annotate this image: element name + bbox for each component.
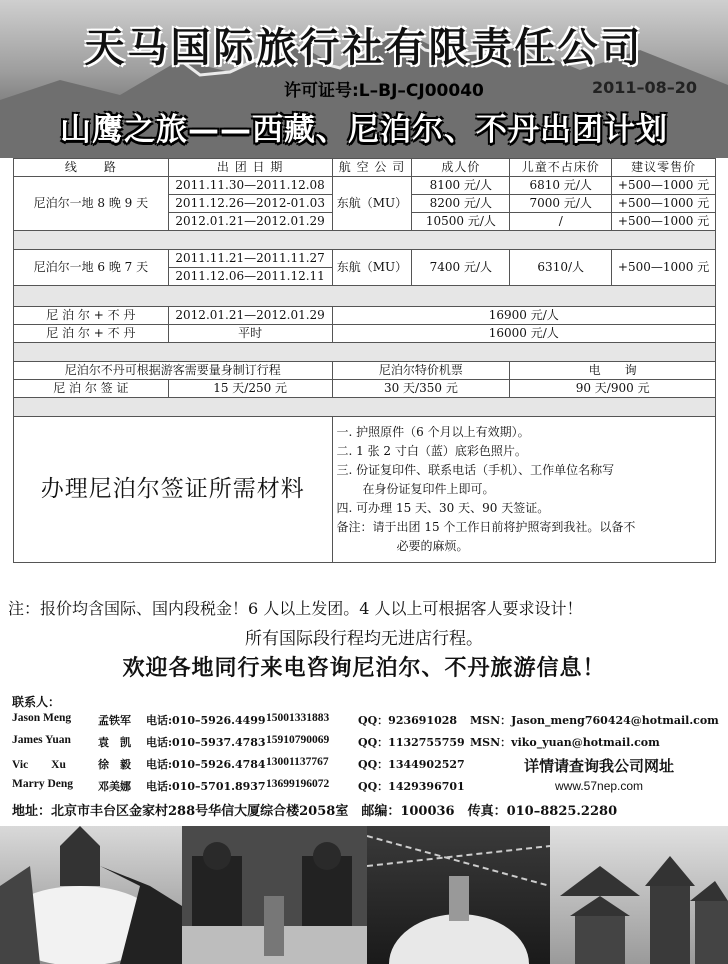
header-child: 儿童不占床价 [510,159,612,177]
company-address: 地址：北京市丰台区金家村288号华信大厦综合楼2058室 邮编：100036 传真：010–8825.2280 [12,804,618,819]
airline: 东航（MU） [332,177,412,231]
visa-materials-title: 办理尼泊尔签证所需材料 [14,417,333,563]
publish-date: 2011–08–20 [592,78,698,97]
adult-price: 7400 元/人 [412,250,510,286]
photo-strip [0,826,728,964]
header-airline: 航 空 公 司 [332,159,412,177]
contact-msn[interactable]: MSN：Jason_meng760424@hotmail.com [470,714,719,727]
contact-en: Marry Deng [12,778,73,790]
visa-30: 30 天/350 元 [332,380,510,398]
list-item: 必要的麻烦。 [396,539,469,553]
special-tickets: 尼泊尔特价机票 [332,362,510,380]
package-price: 16000 元/人 [332,325,715,343]
route-name: 尼泊尔一地 8 晚 9 天 [14,177,169,231]
child-price: / [510,213,612,231]
website-link[interactable]: www.57nep.com [555,779,644,793]
contact-tel: 电话:010–5926.4499 [146,714,266,727]
retail-price: +500—1000 元 [612,195,716,213]
list-item: 二. 1 张 2 寸白（蓝）底彩色照片。 [336,444,527,458]
temple-statues-photo [182,826,367,964]
list-item: 备注：请于出团 15 个工作日前将护照寄到我社。以备不 [336,520,636,534]
contact-cn: 徐 毅 [98,758,131,771]
contact-mobile: 15910790069 [266,734,330,746]
depart-date: 平时 [168,325,332,343]
contacts-section [12,693,60,712]
airline: 东航（MU） [332,250,412,286]
table-row [14,380,716,398]
child-price: 7000 元/人 [510,195,612,213]
website-label: 详情请查询我公司网址 [524,757,675,775]
list-item: 三. 份证复印件、联系电话（手机）、工作单位名称写 [336,463,615,477]
package-price: 16900 元/人 [332,307,715,325]
adult-price: 8100 元/人 [412,177,510,195]
list-item: 在身份证复印件上即可。 [362,482,495,496]
phone-inquiry: 电 询 [510,362,716,380]
contact-qq: QQ：1132755759 [358,736,465,749]
depart-date: 2011.12.26—2012-01.03 [168,195,332,213]
route-name: 尼泊尔一地 6 晚 7 天 [14,250,169,286]
route-name: 尼 泊 尔 + 不 丹 [14,307,169,325]
contact-msn[interactable]: MSN：viko_yuan@hotmail.com [470,736,660,749]
shopping-note: 所有国际段行程均无进店行程。 [245,629,483,649]
license-number: 许可证号:L–BJ–CJ00040 [284,81,484,101]
table-spacer [14,343,716,362]
contact-cn: 邓美娜 [98,780,131,793]
contact-qq: QQ：1344902527 [358,758,465,771]
visa-materials-row [14,417,716,563]
contacts-label: 联系人： [12,695,61,709]
table-spacer [14,286,716,307]
price-table [13,158,716,563]
tour-title: 山鹰之旅——西藏、尼泊尔、不丹出团计划 [60,112,668,148]
child-price: 6810 元/人 [510,177,612,195]
contact-en: Vic Xu [12,759,66,771]
welcome-banner: 欢迎各地同行来电咨询尼泊尔、不丹旅游信息！ [122,655,606,681]
contact-en: Jason Meng [12,712,72,724]
header-retail: 建议零售价 [612,159,716,177]
list-item: 四. 可办理 15 天、30 天、90 天签证。 [336,501,550,515]
child-price: 6310/人 [510,250,612,286]
depart-date: 2012.01.21—2012.01.29 [168,307,332,325]
table-row [14,307,716,325]
header-date: 出 团 日 期 [168,159,332,177]
depart-date: 2012.01.21—2012.01.29 [168,213,332,231]
company-name: 天马国际旅行社有限责任公司 [84,25,644,71]
header-banner [0,0,728,158]
visa-15: 15 天/250 元 [168,380,332,398]
adult-price: 8200 元/人 [412,195,510,213]
table-row [14,177,716,195]
contact-mobile: 13699196072 [266,778,330,790]
contact-tel: 电话:010–5937.4783 [146,736,266,749]
adult-price: 10500 元/人 [412,213,510,231]
custom-itinerary: 尼泊尔不丹可根据游客需要量身制订行程 [14,362,333,380]
header-route: 线 路 [14,159,169,177]
visa-label: 尼 泊 尔 签 证 [14,380,169,398]
table-spacer [14,398,716,417]
prayer-flags-photo [367,826,550,964]
list-item: 一. 护照原件（6 个月以上有效期）。 [336,425,530,439]
retail-price: +500—1000 元 [612,213,716,231]
contact-en: James Yuan [12,734,71,746]
table-header-row [14,159,716,177]
route-name: 尼 泊 尔 + 不 丹 [14,325,169,343]
contact-mobile: 15001331883 [266,712,330,724]
stupa-photo [0,826,182,964]
contact-cn: 袁 凯 [98,736,131,749]
contact-qq: QQ：923691028 [358,714,458,727]
pagoda-photo [550,826,728,964]
table-row [14,362,716,380]
retail-price: +500—1000 元 [612,177,716,195]
table-row [14,325,716,343]
depart-date: 2011.11.21—2011.11.27 [168,250,332,268]
contact-qq: QQ：1429396701 [358,780,465,793]
contact-tel: 电话:010–5926.4784 [146,758,266,771]
contact-tel: 电话:010–5701.8937 [146,780,266,793]
header-adult: 成人价 [412,159,510,177]
retail-price: +500—1000 元 [612,250,716,286]
visa-materials-list [332,417,715,563]
contact-mobile: 13001137767 [266,756,329,768]
depart-date: 2011.11.30—2011.12.08 [168,177,332,195]
price-note: 注：报价均含国际、国内段税金！6 人以上发团。4 人以上可根据客人要求设计！ [8,599,583,618]
contact-cn: 孟铁军 [98,714,131,727]
table-row [14,250,716,268]
depart-date: 2011.12.06—2011.12.11 [168,268,332,286]
table-spacer [14,231,716,250]
visa-90: 90 天/900 元 [510,380,716,398]
